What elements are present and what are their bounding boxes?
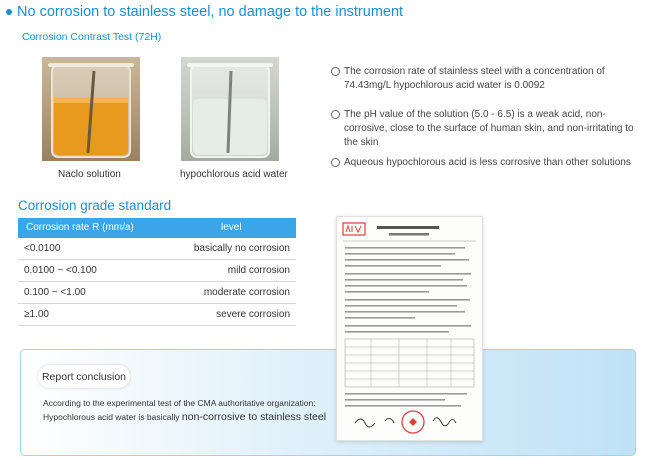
- cell-level: severe corrosion: [216, 309, 290, 320]
- cell-level: basically no corrosion: [193, 243, 290, 254]
- test-subtitle: Corrosion Contrast Test (72H): [22, 31, 162, 43]
- cell-level: mild corrosion: [227, 265, 290, 276]
- table-row: [18, 238, 296, 260]
- point-text: Aqueous hypochlorous acid is less corrosive than other solutions: [344, 157, 631, 168]
- cell-level: moderate corrosion: [203, 287, 290, 298]
- conclusion-emphasis: non-corrosive to stainless steel: [181, 411, 327, 423]
- point-text: The corrosion rate of stainless steel with a concentration of 74.43mg/L hypochlorous acid water is 0.0092: [344, 66, 605, 91]
- header-level: level: [221, 222, 242, 233]
- naclo-caption: Naclo solution: [58, 169, 121, 180]
- header-rate: Corrosion rate R (mm/a): [26, 222, 134, 233]
- conclusion-line-2: [43, 411, 326, 423]
- hypochlorous-caption: hypochlorous acid water: [180, 169, 288, 180]
- conclusion-line-1: According to the experimental test of the CMA authoritative organization:: [43, 398, 316, 408]
- table-row: [18, 282, 296, 304]
- point-text: The pH value of the solution (5.0 - 6.5) is a weak acid, non-corrosive, close to the surface of human skin, and non-irritating to the skin: [344, 109, 634, 148]
- naclo-beaker-photo: [42, 57, 140, 161]
- heading-bullet: [6, 9, 12, 15]
- table-row: [18, 260, 296, 282]
- page-title: No corrosion to stainless steel, no damage to the instrument: [17, 4, 404, 20]
- circle-bullet-icon: [331, 67, 340, 76]
- cell-rate: <0.0100: [24, 243, 61, 254]
- hypochlorous-beaker-photo: [181, 57, 279, 161]
- conclusion-prefix: Hypochlorous acid water is basically: [43, 412, 182, 422]
- corrosion-grade-table: [18, 218, 296, 326]
- cell-rate: 0.100 ~ <1.00: [24, 287, 86, 298]
- table-header: [18, 218, 296, 238]
- cma-stamp-icon: [343, 223, 365, 235]
- table-row: [18, 304, 296, 326]
- badge-label: Report conclusion: [41, 371, 127, 383]
- circle-bullet-icon: [331, 110, 340, 119]
- report-conclusion-badge: [38, 365, 130, 388]
- cell-rate: ≥1.00: [24, 309, 49, 320]
- grade-title: Corrosion grade standard: [18, 198, 172, 213]
- cell-rate: 0.0100 ~ <0.100: [24, 265, 97, 276]
- circle-bullet-icon: [331, 158, 340, 167]
- test-report-document: [336, 216, 483, 441]
